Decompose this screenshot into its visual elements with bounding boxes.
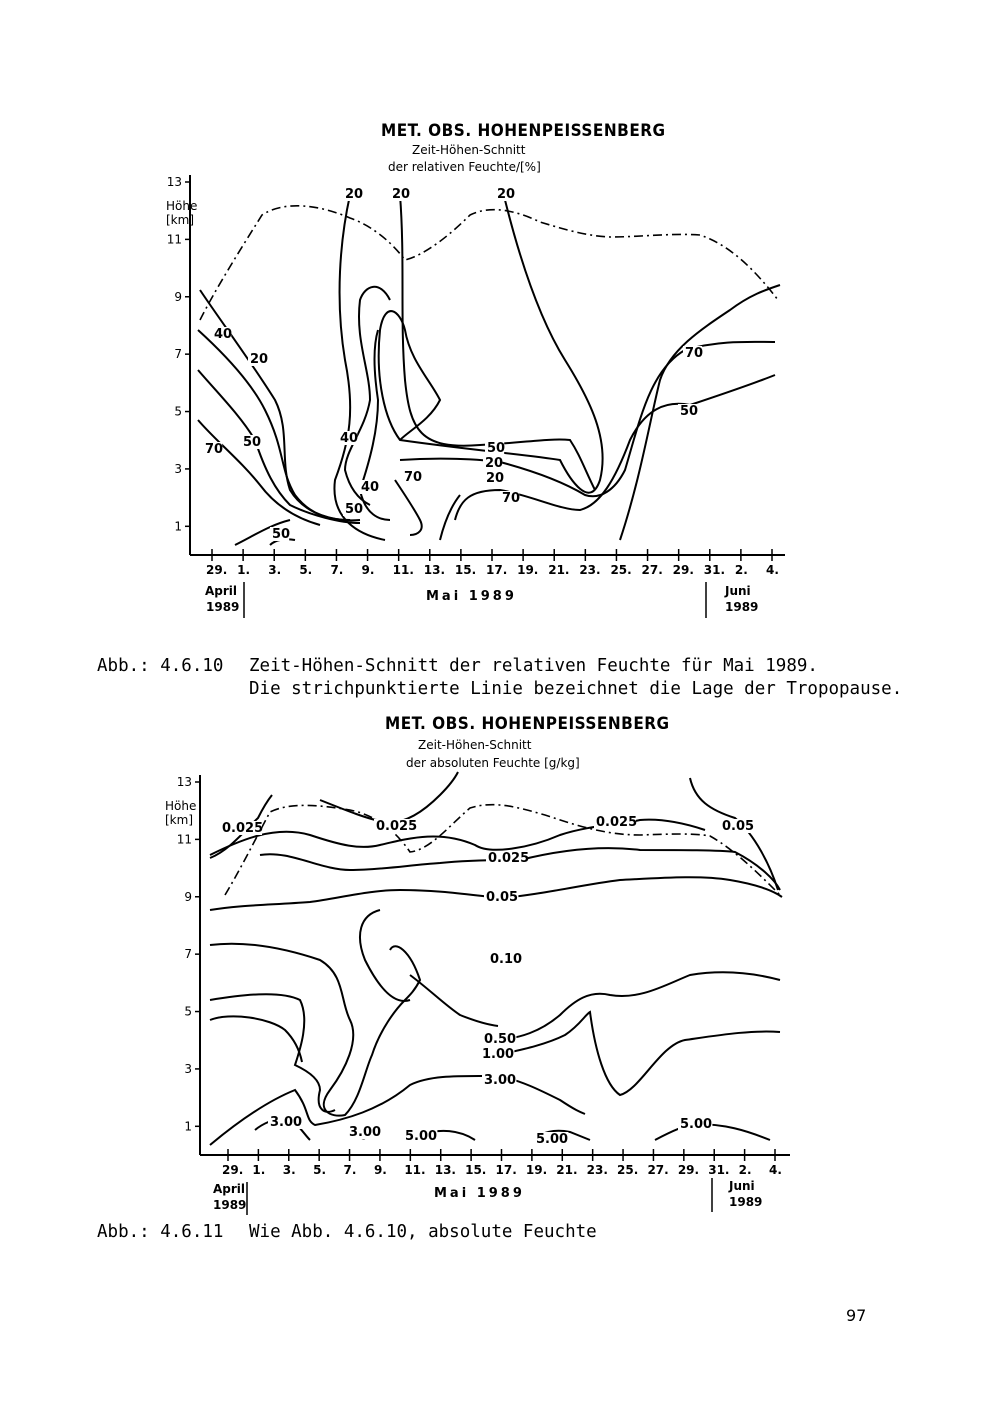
x-tick-label: 15.	[454, 563, 477, 577]
chart-subtitle: Zeit-Höhen-Schnitt	[412, 143, 526, 157]
x-tick-label: 1.	[252, 1163, 266, 1177]
contour-label: 50	[272, 527, 291, 542]
x-tick-label: 4.	[769, 1163, 782, 1177]
contour-label: 0.10	[490, 952, 523, 967]
x-tick-label: 3.	[282, 1163, 296, 1177]
chart-subtitle: der absoluten Feuchte [g/kg]	[406, 756, 580, 770]
contour-line	[210, 994, 335, 1112]
contour-label: 20	[250, 352, 269, 367]
tropopause-line	[200, 206, 778, 320]
x-tick-label: 5.	[313, 1163, 327, 1177]
contour-label: 0.025	[376, 819, 418, 834]
y-tick-label: 5	[174, 404, 182, 419]
contour-label: 40	[361, 480, 380, 495]
x-tick-label: 2.	[738, 1163, 752, 1177]
y-tick-label: 5	[184, 1004, 192, 1019]
contour-label: 1.00	[482, 1047, 515, 1062]
x-tick-label: 27.	[647, 1163, 669, 1177]
x-tick-label: 31.	[708, 1163, 730, 1177]
y-tick-label: 1	[184, 1119, 192, 1134]
x-tick-label: 19.	[525, 1163, 548, 1177]
x-sublabel-juni: Juni	[725, 584, 751, 598]
contour-label: 50	[680, 404, 699, 419]
x-tick-label: 23.	[579, 563, 601, 577]
contour-label: 0.05	[722, 819, 755, 834]
y-tick-label: 1	[174, 519, 182, 534]
y-tick-label: 9	[174, 289, 182, 304]
contour-label: 3.00	[270, 1115, 303, 1130]
x-tick-label: 29.	[677, 1163, 700, 1177]
x-tick-label: 23.	[586, 1163, 608, 1177]
chart-relative-humidity-plot	[0, 0, 1000, 640]
x-tick-label: 29.	[222, 1163, 244, 1177]
contour-line	[498, 972, 780, 1040]
x-tick-label: 5.	[299, 563, 313, 577]
y-axis-label: Höhe	[165, 799, 197, 813]
contour-label: 5.00	[680, 1117, 713, 1132]
contour-label: 20	[485, 456, 504, 471]
figure-caption	[97, 655, 957, 705]
x-tick-label: 15.	[465, 1163, 487, 1177]
chart-subtitle: Zeit-Höhen-Schnitt	[418, 738, 532, 752]
x-sublabel-1989-left: 1989	[213, 1198, 247, 1212]
x-tick-label: 17.	[486, 563, 508, 577]
y-tick-label: 11	[166, 232, 182, 247]
contour-line	[410, 975, 498, 1026]
contour-label: 40	[340, 431, 359, 446]
chart-title: MET. OBS. HOHENPEISSENBERG	[385, 714, 670, 734]
contour-line	[320, 772, 458, 822]
y-axis-label: [km]	[166, 213, 195, 227]
contour-label: 5.00	[536, 1132, 569, 1147]
x-sublabel-mai: Mai 1989	[426, 589, 517, 604]
chart-relative-humidity	[0, 0, 1000, 640]
x-tick-label: 3.	[268, 563, 282, 577]
caption-number: Abb.: 4.6.10	[97, 656, 224, 676]
contour-label: 50	[487, 441, 506, 456]
x-sublabel-april: April	[205, 584, 238, 598]
contour-label: 0.05	[486, 890, 519, 905]
contour-label: 20	[486, 471, 505, 486]
x-tick-label: 13.	[423, 563, 446, 577]
y-tick-label: 7	[184, 947, 192, 962]
y-tick-label: 7	[174, 347, 182, 362]
x-sublabel-april: April	[213, 1182, 246, 1196]
y-tick-label: 3	[174, 461, 182, 476]
x-tick-label: 7.	[330, 563, 344, 577]
x-tick-label: 9.	[361, 563, 375, 577]
contour-label: 50	[243, 435, 262, 450]
y-tick-label: 13	[176, 775, 192, 789]
contour-line	[198, 330, 350, 520]
contour-line	[498, 1012, 780, 1095]
contour-label: 0.50	[484, 1032, 517, 1047]
contour-label: 20	[392, 187, 411, 202]
contour-label: 20	[497, 187, 516, 202]
chart-subtitle: der relativen Feuchte/[%]	[388, 160, 541, 174]
contour-label: 70	[502, 491, 521, 506]
y-tick-label: 11	[176, 832, 192, 847]
x-tick-label: 29.	[206, 563, 228, 577]
contour-label: 70	[404, 470, 423, 485]
x-tick-label: 2.	[734, 563, 748, 577]
contour-line	[210, 944, 420, 1116]
x-tick-label: 19.	[517, 563, 539, 577]
chart-absolute-humidity	[0, 700, 1000, 1220]
x-tick-label: 4.	[766, 563, 779, 577]
x-sublabel-juni: Juni	[729, 1179, 755, 1193]
x-tick-label: 25.	[610, 563, 632, 577]
y-tick-label: 13	[166, 175, 182, 189]
contour-line	[395, 480, 422, 535]
x-tick-label: 7.	[343, 1163, 357, 1177]
y-axis-label: [km]	[165, 813, 194, 827]
contour-label: 20	[345, 187, 364, 202]
x-sublabel-mai: Mai 1989	[434, 1186, 525, 1201]
contour-label: 3.00	[349, 1125, 382, 1140]
contour-line	[655, 1124, 770, 1140]
contour-line	[360, 910, 410, 1001]
chart-title: MET. OBS. HOHENPEISSENBERG	[381, 121, 666, 141]
x-sublabel-1989-right: 1989	[729, 1195, 763, 1209]
contour-line	[620, 285, 780, 540]
x-tick-label: 27.	[641, 563, 663, 577]
contour-label: 0.025	[596, 815, 638, 830]
x-tick-label: 25.	[617, 1163, 639, 1177]
x-tick-label: 21.	[548, 563, 570, 577]
caption-text: Zeit-Höhen-Schnitt der relativen Feuchte für Mai 1989.	[249, 656, 818, 676]
caption-number: Abb.: 4.6.11	[97, 1222, 224, 1242]
contour-label: 50	[345, 502, 364, 517]
figure-caption	[97, 1221, 957, 1247]
x-tick-label: 21.	[556, 1163, 578, 1177]
x-tick-label: 11.	[392, 563, 414, 577]
x-tick-label: 9.	[373, 1163, 387, 1177]
contour-line	[440, 495, 460, 540]
y-tick-label: 9	[184, 889, 192, 904]
chart-absolute-humidity-plot	[0, 700, 1000, 1220]
x-tick-label: 13.	[434, 1163, 456, 1177]
x-tick-label: 17.	[495, 1163, 517, 1177]
contour-label: 0.025	[488, 851, 530, 866]
caption-text: Die strichpunktierte Linie bezeichnet die Lage der Tropopause.	[249, 679, 903, 699]
x-tick-label: 29.	[672, 563, 694, 577]
caption-text: Wie Abb. 4.6.10, absolute Feuchte	[249, 1222, 597, 1242]
contour-label: 70	[685, 346, 704, 361]
contour-label: 0.025	[222, 821, 264, 836]
x-sublabel-1989-right: 1989	[725, 600, 759, 614]
contour-label: 40	[214, 327, 233, 342]
x-tick-label: 1.	[237, 563, 251, 577]
y-tick-label: 3	[184, 1061, 192, 1076]
x-tick-label: 31.	[703, 563, 726, 577]
contour-line	[200, 290, 360, 520]
contour-label: 70	[205, 442, 224, 457]
contour-label: 3.00	[484, 1073, 517, 1088]
contour-label: 5.00	[405, 1129, 438, 1144]
x-tick-label: 11.	[404, 1163, 426, 1177]
x-sublabel-1989-left: 1989	[206, 600, 240, 614]
page-number: 97	[846, 1306, 867, 1325]
y-axis-label: Höhe	[166, 199, 198, 213]
contour-line	[210, 1016, 302, 1062]
